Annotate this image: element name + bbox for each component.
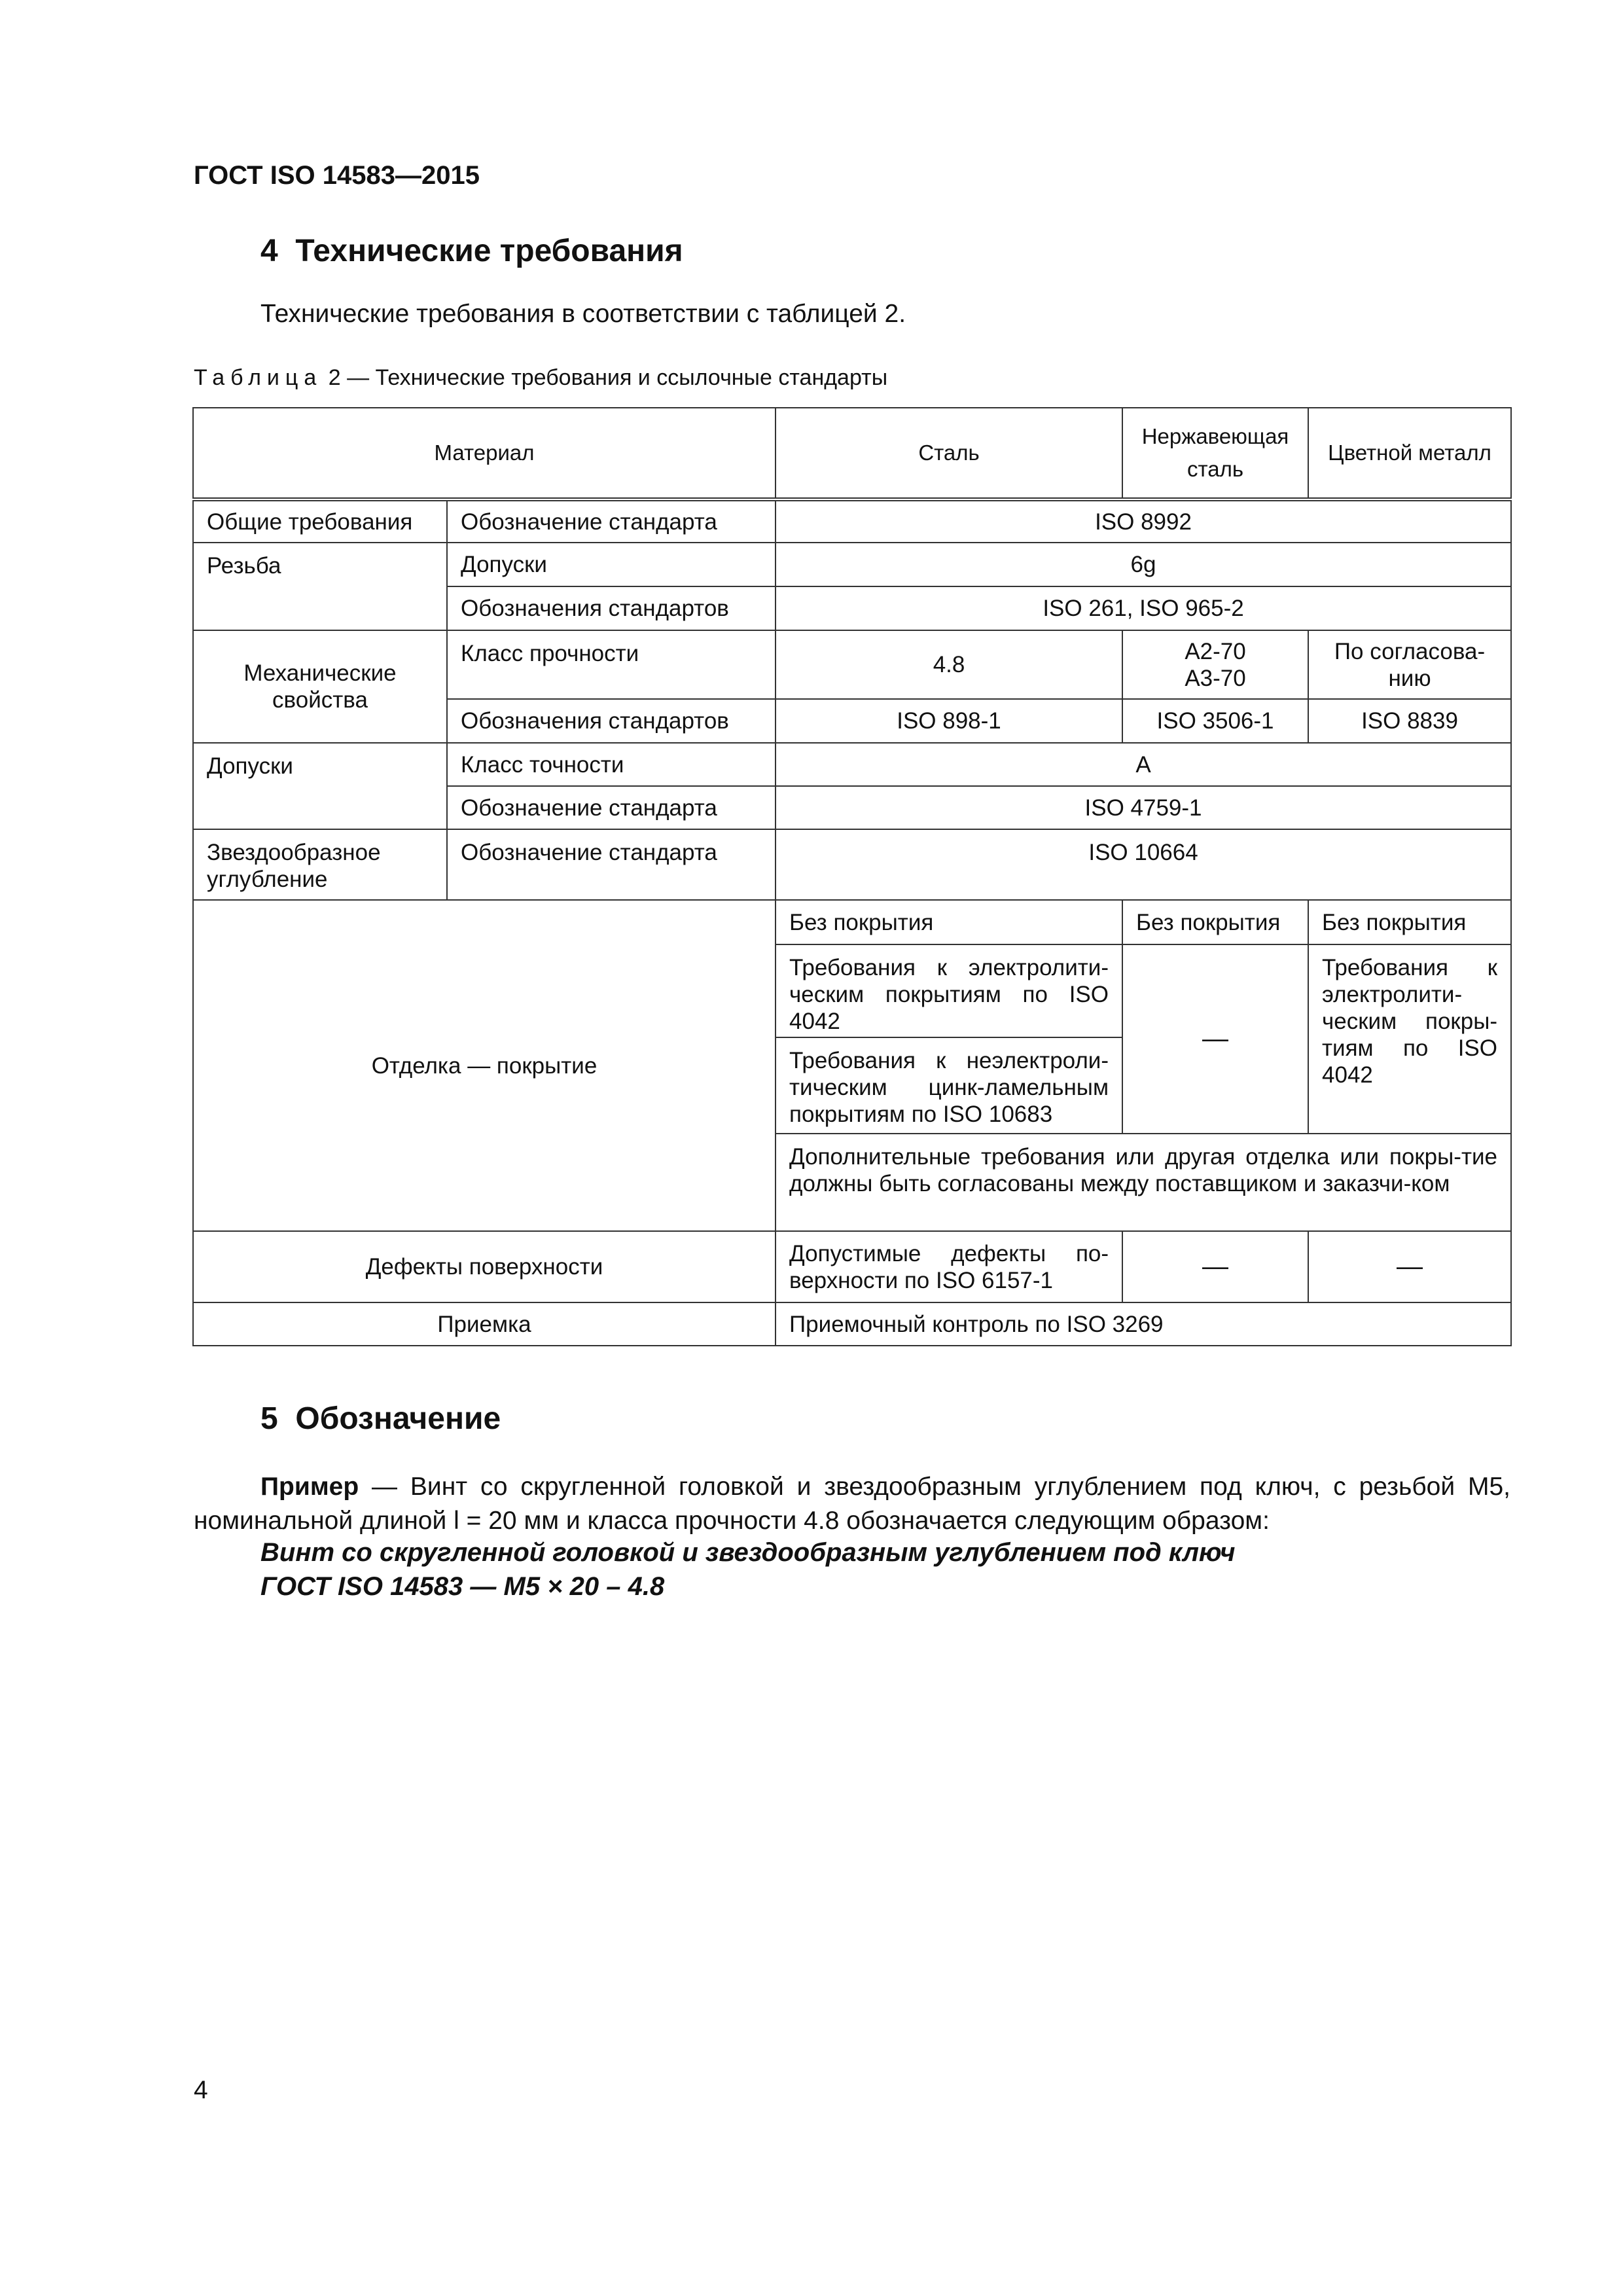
value-cell: Требования к неэлектроли-тическим цинк-ламельным покрытиям по ISO 10683 bbox=[776, 1037, 1122, 1134]
section-4-heading bbox=[260, 233, 683, 269]
value-cell: ISO 261, ISO 965-2 bbox=[776, 586, 1511, 630]
param-cell: Обозначения стандартов bbox=[447, 699, 776, 743]
value-cell: Без покрытия bbox=[1308, 900, 1511, 944]
value-cell: ISO 3506-1 bbox=[1122, 699, 1308, 743]
table-caption bbox=[194, 365, 887, 391]
table-caption-text: 2 — Технические требования и ссылочные стандарты bbox=[322, 365, 888, 390]
value-cell: Требования к электролити-ческим покрытиям по ISO 4042 bbox=[776, 944, 1122, 1037]
row-group-defects: Дефекты поверхности bbox=[193, 1231, 776, 1302]
example-text: — Винт со скругленной головкой и звездообразным углублением под ключ, с резьбой М5, номинальной длиной l = 20 мм и класса прочности 4.8 обозначается следующим образом: bbox=[194, 1473, 1510, 1535]
value-line: A3-70 bbox=[1185, 665, 1246, 691]
requirements-table bbox=[192, 407, 1512, 1346]
value-cell: Приемочный контроль по ISO 3269 bbox=[776, 1302, 1511, 1346]
value-cell: Требования к электролити-ческим покры-тиям по ISO 4042 bbox=[1308, 944, 1511, 1134]
row-group-general: Общие требования bbox=[193, 499, 447, 543]
value-cell: ISO 4759-1 bbox=[776, 786, 1511, 829]
table-row bbox=[193, 1302, 1511, 1346]
table-row bbox=[193, 743, 1511, 786]
value-cell: 6g bbox=[776, 543, 1511, 586]
param-cell: Класс точности bbox=[447, 743, 776, 786]
row-group-tolerances: Допуски bbox=[193, 743, 447, 829]
value-cell: 4.8 bbox=[776, 630, 1122, 699]
row-group-acceptance: Приемка bbox=[193, 1302, 776, 1346]
table-row bbox=[193, 499, 1511, 543]
value-cell: ISO 8992 bbox=[776, 499, 1511, 543]
section-number: 4 bbox=[260, 234, 278, 268]
table-row bbox=[193, 630, 1511, 699]
designation-line: Винт со скругленной головкой и звездообразным углублением под ключ bbox=[260, 1538, 1236, 1567]
param-cell: Обозначения стандартов bbox=[447, 586, 776, 630]
value-cell-stainless bbox=[1122, 630, 1308, 699]
value-cell-dash: — bbox=[1308, 1231, 1511, 1302]
standard-code: ГОСТ ISO 14583—2015 bbox=[194, 161, 480, 190]
example-label: Пример bbox=[260, 1473, 359, 1501]
param-cell: Допуски bbox=[447, 543, 776, 586]
section-5-heading bbox=[260, 1401, 501, 1437]
param-cell: Класс прочности bbox=[447, 630, 776, 699]
row-group-finish: Отделка — покрытие bbox=[193, 900, 776, 1231]
table-row bbox=[193, 1231, 1511, 1302]
designation-block bbox=[260, 1535, 1235, 1604]
value-cell-dash: — bbox=[1122, 944, 1308, 1134]
value-cell: Дополнительные требования или другая отделка или покры-тие должны быть согласованы между поставщиком и заказчи-ком bbox=[776, 1134, 1511, 1231]
value-cell: Допустимые дефекты по-верхности по ISO 6157-1 bbox=[776, 1231, 1122, 1302]
table-caption-label: Таблица bbox=[194, 365, 323, 390]
param-cell: Обозначение стандарта bbox=[447, 499, 776, 543]
page-number: 4 bbox=[194, 2076, 208, 2104]
value-cell: ISO 10664 bbox=[776, 829, 1511, 900]
table-row bbox=[193, 829, 1511, 900]
section-4-intro: Технические требования в соответствии с таблицей 2. bbox=[260, 300, 906, 328]
value-cell: ISO 898-1 bbox=[776, 699, 1122, 743]
value-cell: A bbox=[776, 743, 1511, 786]
value-cell: По согласова-нию bbox=[1308, 630, 1511, 699]
example-paragraph bbox=[194, 1470, 1510, 1538]
row-group-mechanical: Механические свойства bbox=[193, 630, 447, 743]
section-title: Обозначение bbox=[295, 1401, 501, 1436]
table-row bbox=[193, 543, 1511, 586]
header-steel: Сталь bbox=[776, 408, 1122, 499]
header-nonferrous: Цветной металл bbox=[1308, 408, 1511, 499]
value-cell-dash: — bbox=[1122, 1231, 1308, 1302]
table-header-row bbox=[193, 408, 1511, 499]
value-cell: Без покрытия bbox=[776, 900, 1122, 944]
value-cell: ISO 8839 bbox=[1308, 699, 1511, 743]
param-cell: Обозначение стандарта bbox=[447, 786, 776, 829]
header-material: Материал bbox=[193, 408, 776, 499]
section-title: Технические требования bbox=[295, 234, 683, 268]
row-group-recess: Звездообразное углубление bbox=[193, 829, 447, 900]
header-stainless: Нержавеющая сталь bbox=[1122, 408, 1308, 499]
value-cell: Без покрытия bbox=[1122, 900, 1308, 944]
value-line: A2-70 bbox=[1185, 638, 1246, 664]
row-group-thread: Резьба bbox=[193, 543, 447, 630]
designation-line: ГОСТ ISO 14583 — М5 × 20 – 4.8 bbox=[260, 1572, 665, 1601]
section-number: 5 bbox=[260, 1401, 278, 1436]
table-row bbox=[193, 900, 1511, 944]
param-cell: Обозначение стандарта bbox=[447, 829, 776, 900]
